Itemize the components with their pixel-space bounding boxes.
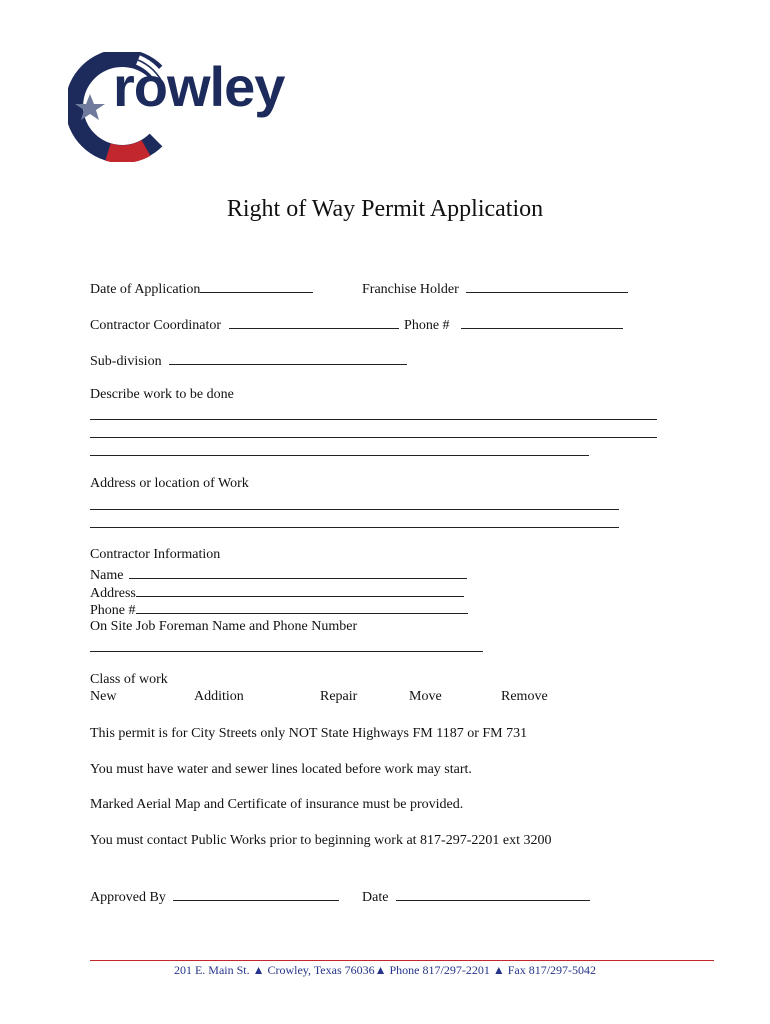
- franchise-holder-row: [362, 279, 628, 298]
- coordinator-phone-label: Phone #: [404, 318, 450, 333]
- footer-divider: [90, 960, 714, 961]
- foreman-field[interactable]: [90, 637, 483, 652]
- franchise-holder-label: Franchise Holder: [362, 282, 459, 297]
- date-of-application-label: Date of Application: [90, 282, 201, 297]
- approved-by-label: Approved By: [90, 890, 166, 905]
- describe-work-line-1[interactable]: [90, 405, 657, 420]
- approved-by-field[interactable]: [173, 887, 339, 901]
- contractor-phone-label: Phone #: [90, 603, 136, 618]
- franchise-holder-field[interactable]: [466, 279, 628, 293]
- contractor-phone-row: [90, 600, 468, 619]
- notice-city-streets: This permit is for City Streets only NOT State Highways FM 1187 or FM 731: [90, 726, 528, 741]
- describe-work-label: Describe work to be done: [90, 387, 234, 402]
- class-option-new[interactable]: New: [90, 689, 117, 704]
- contractor-name-row: [90, 565, 467, 584]
- date-of-application-row: [90, 279, 313, 298]
- date-of-application-field[interactable]: [200, 279, 313, 293]
- approval-date-field[interactable]: [396, 887, 590, 901]
- coordinator-phone-field[interactable]: [461, 315, 623, 329]
- notice-public-works: You must contact Public Works prior to beginning work at 817-297-2201 ext 3200: [90, 833, 552, 848]
- notice-aerial-map: Marked Aerial Map and Certificate of insurance must be provided.: [90, 797, 464, 812]
- class-option-repair[interactable]: Repair: [320, 689, 358, 704]
- subdivision-row: [90, 351, 407, 370]
- address-location-label: Address or location of Work: [90, 476, 249, 491]
- foreman-label: On Site Job Foreman Name and Phone Number: [90, 619, 358, 634]
- page-title: Right of Way Permit Application: [226, 196, 544, 222]
- address-location-line-2[interactable]: [90, 513, 619, 528]
- contractor-coordinator-field[interactable]: [229, 315, 399, 329]
- describe-work-line-2[interactable]: [90, 423, 657, 438]
- address-location-line-1[interactable]: [90, 495, 619, 510]
- footer-contact: 201 E. Main St. ▲ Crowley, Texas 76036▲ Phone 817/297-2201 ▲ Fax 817/297-5042: [173, 963, 597, 977]
- approved-by-row: [90, 887, 339, 906]
- contractor-coordinator-label: Contractor Coordinator: [90, 318, 222, 333]
- logo-wordmark: rowley: [113, 55, 285, 118]
- class-option-addition[interactable]: Addition: [194, 689, 244, 704]
- contractor-phone-field[interactable]: [136, 600, 468, 614]
- contractor-address-label: Address: [90, 586, 136, 601]
- contractor-name-field[interactable]: [129, 565, 467, 579]
- notice-water-sewer: You must have water and sewer lines located before work may start.: [90, 762, 472, 777]
- contractor-address-field[interactable]: [136, 583, 464, 597]
- contractor-coordinator-row: [90, 315, 623, 334]
- subdivision-field[interactable]: [169, 351, 407, 365]
- contractor-name-label: Name: [90, 568, 124, 583]
- describe-work-line-3[interactable]: [90, 441, 589, 456]
- approval-date-row: [362, 887, 590, 906]
- contractor-info-heading: Contractor Information: [90, 547, 221, 562]
- class-option-move[interactable]: Move: [409, 689, 442, 704]
- class-option-remove[interactable]: Remove: [501, 689, 548, 704]
- approval-date-label: Date: [362, 890, 389, 905]
- subdivision-label: Sub-division: [90, 354, 162, 369]
- class-of-work-heading: Class of work: [90, 672, 168, 687]
